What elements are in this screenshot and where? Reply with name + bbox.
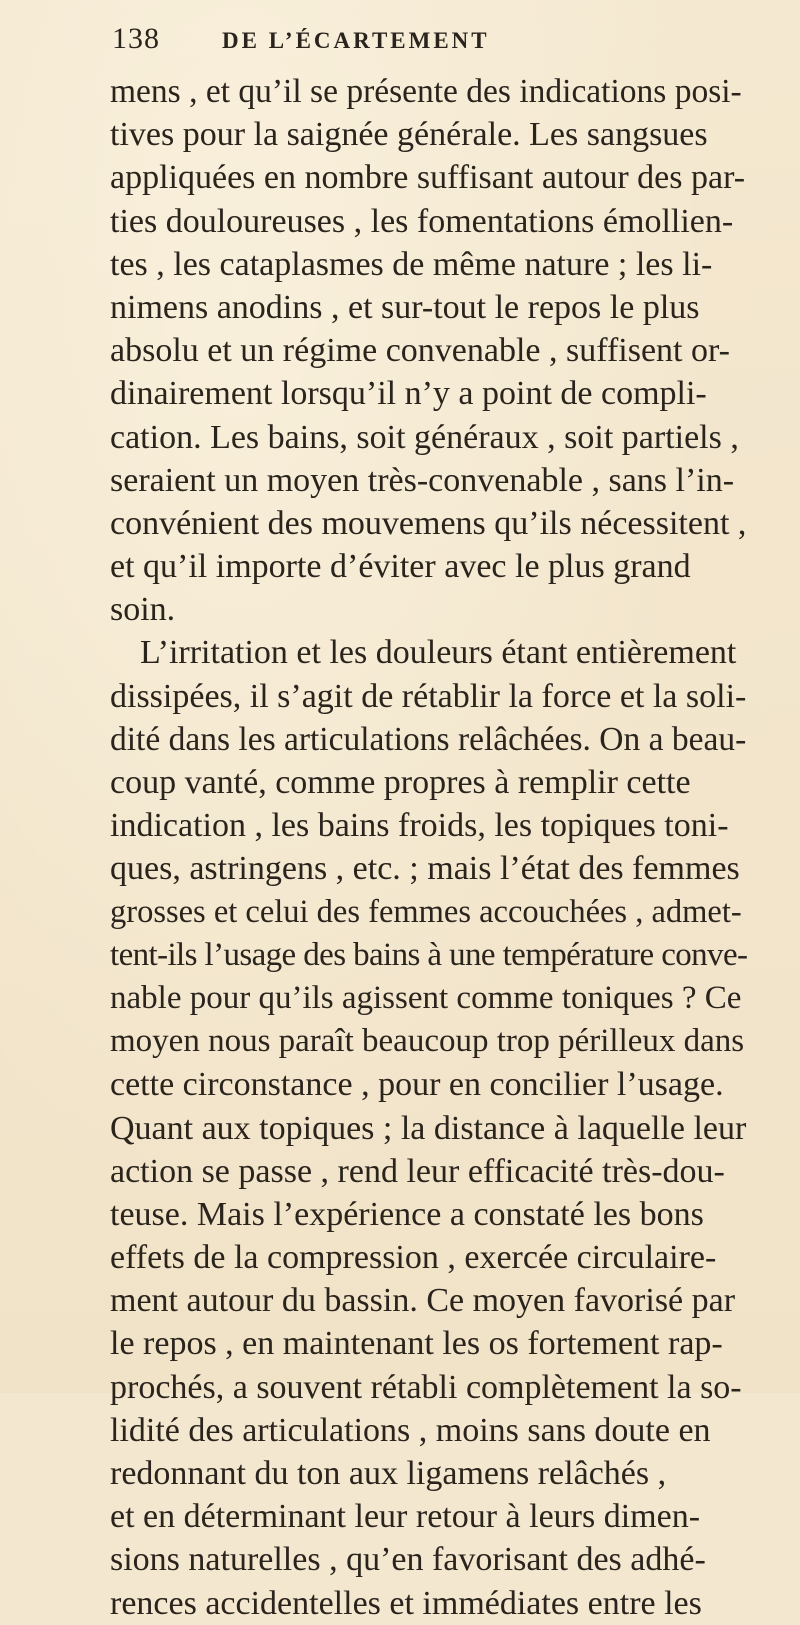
- text-line: indication , les bains froids, les topiques toni-: [110, 807, 729, 845]
- text-line: ques, astringens , etc. ; mais l’état des femmes: [110, 850, 740, 888]
- text-line: et en déterminant leur retour à leurs dimen-: [110, 1498, 701, 1536]
- text-line: nable pour qu’ils agissent comme toniques ? Ce: [110, 979, 742, 1016]
- text-line: moyen nous paraît beaucoup trop périlleux dans: [110, 1023, 745, 1060]
- text-line: convénient des mouvemens qu’ils nécessitent ,: [110, 504, 747, 542]
- text-line: effets de la compression , exercée circulaire-: [110, 1239, 717, 1277]
- text-line: redonnant du ton aux ligamens relâchés ,: [110, 1455, 667, 1492]
- text-line: Quant aux topiques ; la distance à laquelle leur: [110, 1109, 747, 1147]
- text-line: ment autour du bassin. Ce moyen favorisé par: [110, 1282, 736, 1320]
- text-line: et qu’il importe d’éviter avec le plus grand: [110, 548, 691, 586]
- text-line: dissipées, il s’agit de rétablir la force et la soli-: [110, 677, 747, 715]
- text-line: dinairement lorsqu’il n’y a point de compli-: [110, 375, 707, 413]
- paragraph-start-line: L’irritation et les douleurs étant entièrement: [140, 634, 737, 672]
- text-line: dité dans les articulations relâchées. On a beau-: [110, 720, 747, 758]
- text-line: action se passe , rend leur efficacité très-dou-: [110, 1152, 725, 1190]
- text-line: le repos , en maintenant les os fortement rap-: [110, 1325, 723, 1363]
- body-text: [110, 70, 750, 1625]
- text-line: appliquées en nombre suffisant autour des par-: [110, 159, 746, 197]
- text-line: grosses et celui des femmes accouchées , admet-: [110, 893, 742, 930]
- text-line: seraient un moyen très-convenable , sans l’in-: [110, 461, 735, 499]
- text-line: prochés, a souvent rétabli complètement la so-: [110, 1368, 742, 1406]
- text-line: tent-ils l’usage des bains à une température conve-: [110, 936, 748, 973]
- text-line: absolu et un régime convenable , suffisent or-: [110, 332, 730, 370]
- text-line: cette circonstance , pour en concilier l’usage.: [110, 1066, 724, 1104]
- text-line: tes , les cataplasmes de même nature ; les li-: [110, 245, 713, 283]
- text-line: mens , et qu’il se présente des indications posi-: [110, 73, 742, 110]
- running-title: DE L’ÉCARTEMENT: [222, 28, 490, 53]
- text-line: coup vanté, comme propres à remplir cette: [110, 764, 691, 801]
- text-line: ties douloureuses , les fomentations émollien-: [110, 202, 734, 240]
- text-line: cation. Les bains, soit généraux , soit partiels ,: [110, 418, 739, 456]
- text-line: lidité des articulations , moins sans doute en: [110, 1411, 711, 1449]
- text-line: sions naturelles , qu’en favorisant des adhé-: [110, 1541, 706, 1579]
- text-line: nimens anodins , et sur-tout le repos le plus: [110, 288, 700, 326]
- text-line: rences accidentelles et immédiates entre les: [110, 1584, 702, 1622]
- text-line: teuse. Mais l’expérience a constaté les bons: [110, 1195, 704, 1233]
- text-line: tives pour la saignée générale. Les sangsues: [110, 116, 708, 154]
- text-line: soin.: [110, 591, 176, 629]
- page-header: [112, 22, 712, 62]
- page-number: 138: [112, 22, 160, 55]
